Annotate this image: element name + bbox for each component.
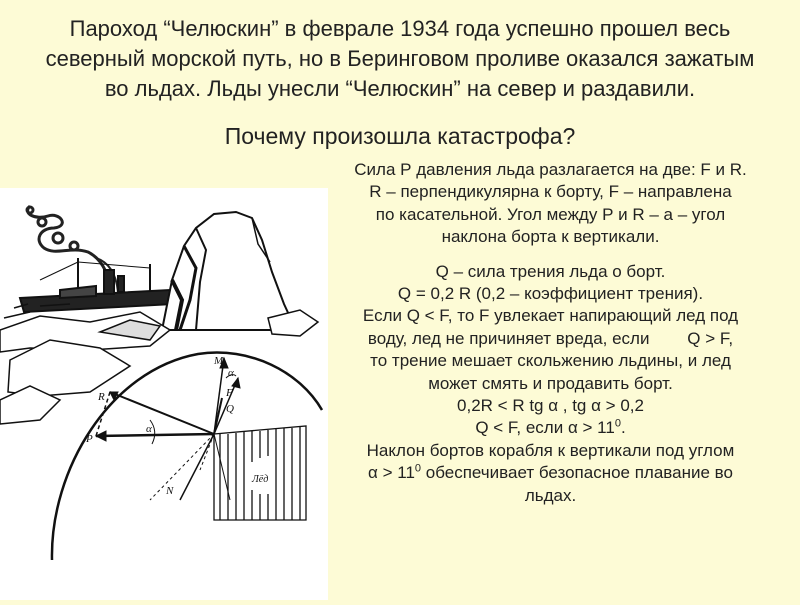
ice-label: Лёд (252, 474, 269, 485)
intro-line: Пароход “Челюскин” в феврале 1934 года успешно прошел весь (69, 16, 731, 41)
text-line: льдах. (524, 485, 577, 505)
intro-line: северный морской путь, но в Беринговом проливе оказался зажатым (45, 46, 755, 71)
question-heading: Почему произошла катастрофа? (224, 123, 576, 149)
text-line: Если Q < F, то F увлекает напирающий лед под (362, 306, 739, 326)
text-line (318, 417, 783, 439)
formula-part: . (620, 418, 626, 438)
text-line: Сила Р давления льда разлагается на две: F и R. (354, 160, 747, 179)
label-m: M (214, 355, 224, 367)
text-part: обеспечивает безопасное плавание во (421, 463, 733, 483)
text-line: 0,2R < R tg α , tg α > 0,2 (457, 396, 644, 416)
ice-block-hatch (214, 426, 306, 520)
degree-mark: 0 (414, 462, 422, 475)
text-line: R – перпендикулярна к борту, F – направлена (369, 182, 732, 202)
explanation-text (318, 159, 783, 507)
ship-ice-illustration (0, 188, 328, 600)
text-line: Q – сила трения льда о борт. (435, 261, 666, 281)
text-line (318, 462, 783, 484)
text-line: Наклон бортов корабля к вертикали под углом (366, 440, 735, 460)
text-line: наклона борта к вертикали. (441, 227, 660, 247)
label-n: N (166, 485, 174, 497)
text-line: то трение мешает скольжению льдины, и лед (370, 351, 731, 371)
label-alpha: α (146, 423, 152, 435)
label-alpha-small: α (228, 367, 234, 379)
formula-part: Q < F, если α > 11 (475, 418, 615, 438)
label-p: P (86, 433, 93, 445)
text-line: Q = 0,2 R (0,2 – коэффициент трения). (397, 284, 704, 304)
intro-text (0, 14, 800, 104)
label-q: Q (226, 403, 234, 415)
intro-line: во льдах. Льды унесли “Челюскин” на север и раздавили. (104, 76, 696, 101)
text-line: по касательной. Угол между Р и R – а – угол (375, 204, 726, 224)
degree-mark: 0 (614, 417, 621, 430)
label-f: F (226, 387, 233, 399)
text-line: может смять и продавить борт. (428, 373, 673, 393)
text-part: α > 11 (368, 463, 415, 483)
label-r: R (98, 391, 105, 403)
text-line: воду, лед не причиняет вреда, если Q > F, (367, 328, 734, 348)
